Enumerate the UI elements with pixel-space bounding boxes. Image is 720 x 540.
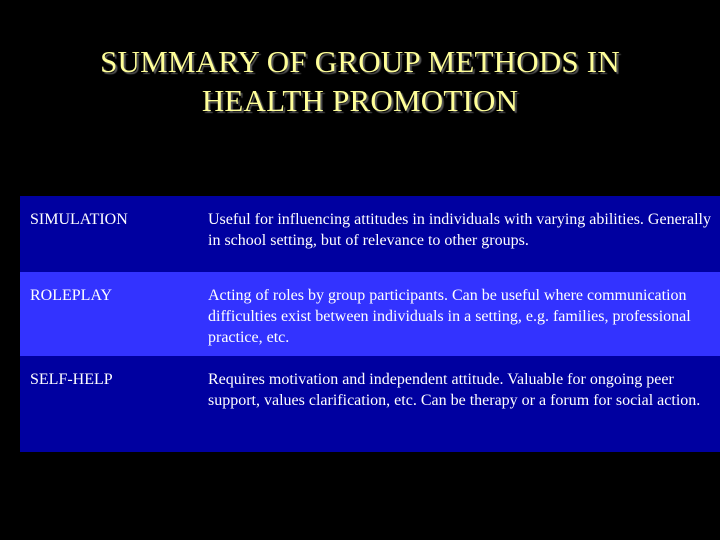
methods-table xyxy=(20,196,720,452)
table-row-roleplay xyxy=(20,272,720,356)
table-row-simulation xyxy=(20,196,720,272)
slide-title xyxy=(40,42,680,120)
method-name: SIMULATION xyxy=(30,211,128,228)
method-description: Requires motivation and independent attitude. Valuable for ongoing peer support, values clarification, etc. Can be therapy or a forum for social action. xyxy=(208,371,701,409)
method-description: Useful for influencing attitudes in individuals with varying abilities. Generally in school setting, but of relevance to other groups. xyxy=(208,211,711,249)
method-name: SELF-HELP xyxy=(30,371,113,388)
title-line-1: SUMMARY OF GROUP METHODS IN xyxy=(100,44,620,79)
title-line-2: HEALTH PROMOTION xyxy=(201,83,519,118)
method-name: ROLEPLAY xyxy=(30,287,113,304)
method-description: Acting of roles by group participants. Can be useful where communication difficulties exist between individuals in a setting, e.g. families, professional practice, etc. xyxy=(208,287,691,346)
table-row-self-help xyxy=(20,356,720,452)
